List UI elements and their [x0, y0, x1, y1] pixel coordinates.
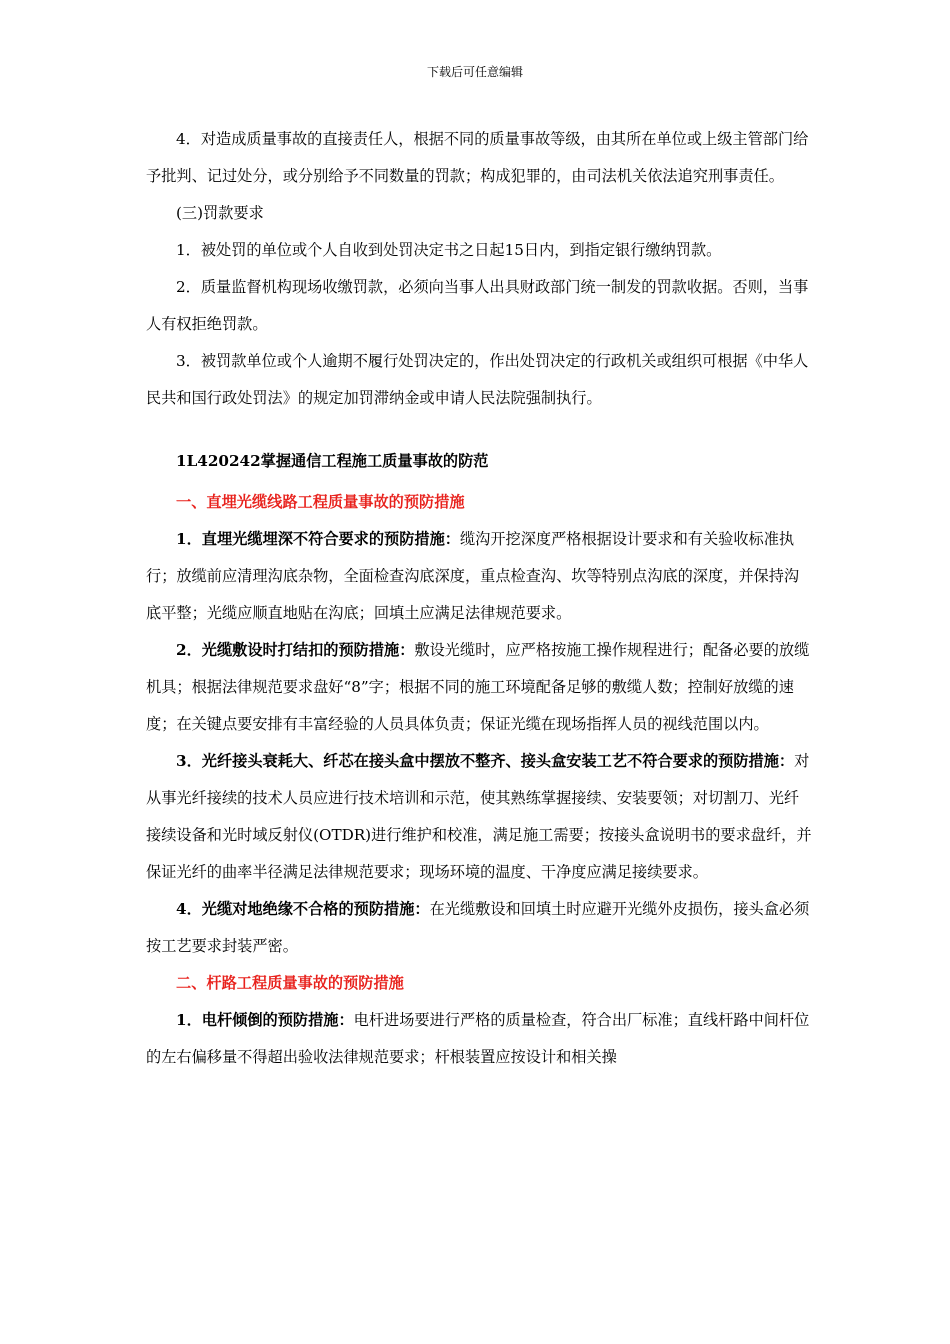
item-text: 缆沟开挖深度严格根据设计要求和有关验收标准执行；放缆前应清理沟底杂物，全面检查沟底深度，重点检查沟、坎等特别点沟底的深度，并保持沟底平整；光缆应顺直地贴在沟底；回填土应满足法律规范要求。	[146, 530, 800, 622]
section2-title: 二、杆路工程质量事故的预防措施	[176, 974, 404, 992]
section-heading: 1L420242掌握通信工程施工质量事故的防范	[176, 452, 489, 470]
item-lead: 1．电杆倾倒的预防措施：	[176, 1011, 354, 1029]
section2-item-1	[146, 1002, 812, 1076]
item-lead: 2．光缆敷设时打结扣的预防措施：	[176, 641, 415, 659]
paragraph-fine-1: 1．被处罚的单位或个人自收到处罚决定书之日起15日内，到指定银行缴纳罚款。	[176, 241, 722, 259]
section1-item-1	[146, 521, 812, 632]
subheading-fine-requirements: (三)罚款要求	[176, 204, 264, 222]
item-text: 对从事光纤接续的技术人员应进行技术培训和示范，使其熟练掌握接续、安装要领；对切割刀、光纤接续设备和光时域反射仪(OTDR)进行维护和校准，满足施工需要；按接头盒说明书的要求盘纤，并保证光纤的曲率半径满足法律规范要求；现场环境的温度、干净度应满足接续要求。	[146, 752, 812, 881]
paragraph-liability: 4．对造成质量事故的直接责任人，根据不同的质量事故等级，由其所在单位或上级主管部门给予批判、记过处分，或分别给予不同数量的罚款；构成犯罪的，由司法机关依法追究刑事责任。	[146, 130, 809, 185]
section1-item-3	[146, 743, 812, 891]
document-body	[146, 121, 812, 1076]
section1-title: 一、直埋光缆线路工程质量事故的预防措施	[176, 493, 465, 511]
item-lead: 1．直埋光缆埋深不符合要求的预防措施：	[176, 530, 460, 548]
item-text: 在光缆敷设和回填土时应避开光缆外皮损伤，接头盒必须按工艺要求封装严密。	[146, 900, 810, 955]
paragraph-fine-3: 3．被罚款单位或个人逾期不履行处罚决定的，作出处罚决定的行政机关或组织可根据《中华人民共和国行政处罚法》的规定加罚滞纳金或申请人民法院强制执行。	[146, 352, 809, 407]
item-text: 敷设光缆时，应严格按施工操作规程进行；配备必要的放缆机具；根据法律规范要求盘好“8”字；根据不同的施工环境配备足够的敷缆人数；控制好放缆的速度；在关键点要安排有丰富经验的人员具体负责；保证光缆在现场指挥人员的视线范围以内。	[146, 641, 810, 733]
paragraph-fine-2: 2．质量监督机构现场收缴罚款，必须向当事人出具财政部门统一制发的罚款收据。否则，当事人有权拒绝罚款。	[146, 278, 809, 333]
section1-item-2	[146, 632, 812, 743]
item-lead: 4．光缆对地绝缘不合格的预防措施：	[176, 900, 430, 918]
section1-item-4	[146, 891, 812, 965]
header-note: 下载后可任意编辑	[426, 65, 523, 79]
item-text: 电杆进场要进行严格的质量检查，符合出厂标准；直线杆路中间杆位的左右偏移量不得超出验收法律规范要求；杆根装置应按设计和相关操	[146, 1011, 810, 1066]
item-lead: 3．光纤接头衰耗大、纤芯在接头盒中摆放不整齐、接头盒安装工艺不符合要求的预防措施：	[176, 752, 795, 770]
